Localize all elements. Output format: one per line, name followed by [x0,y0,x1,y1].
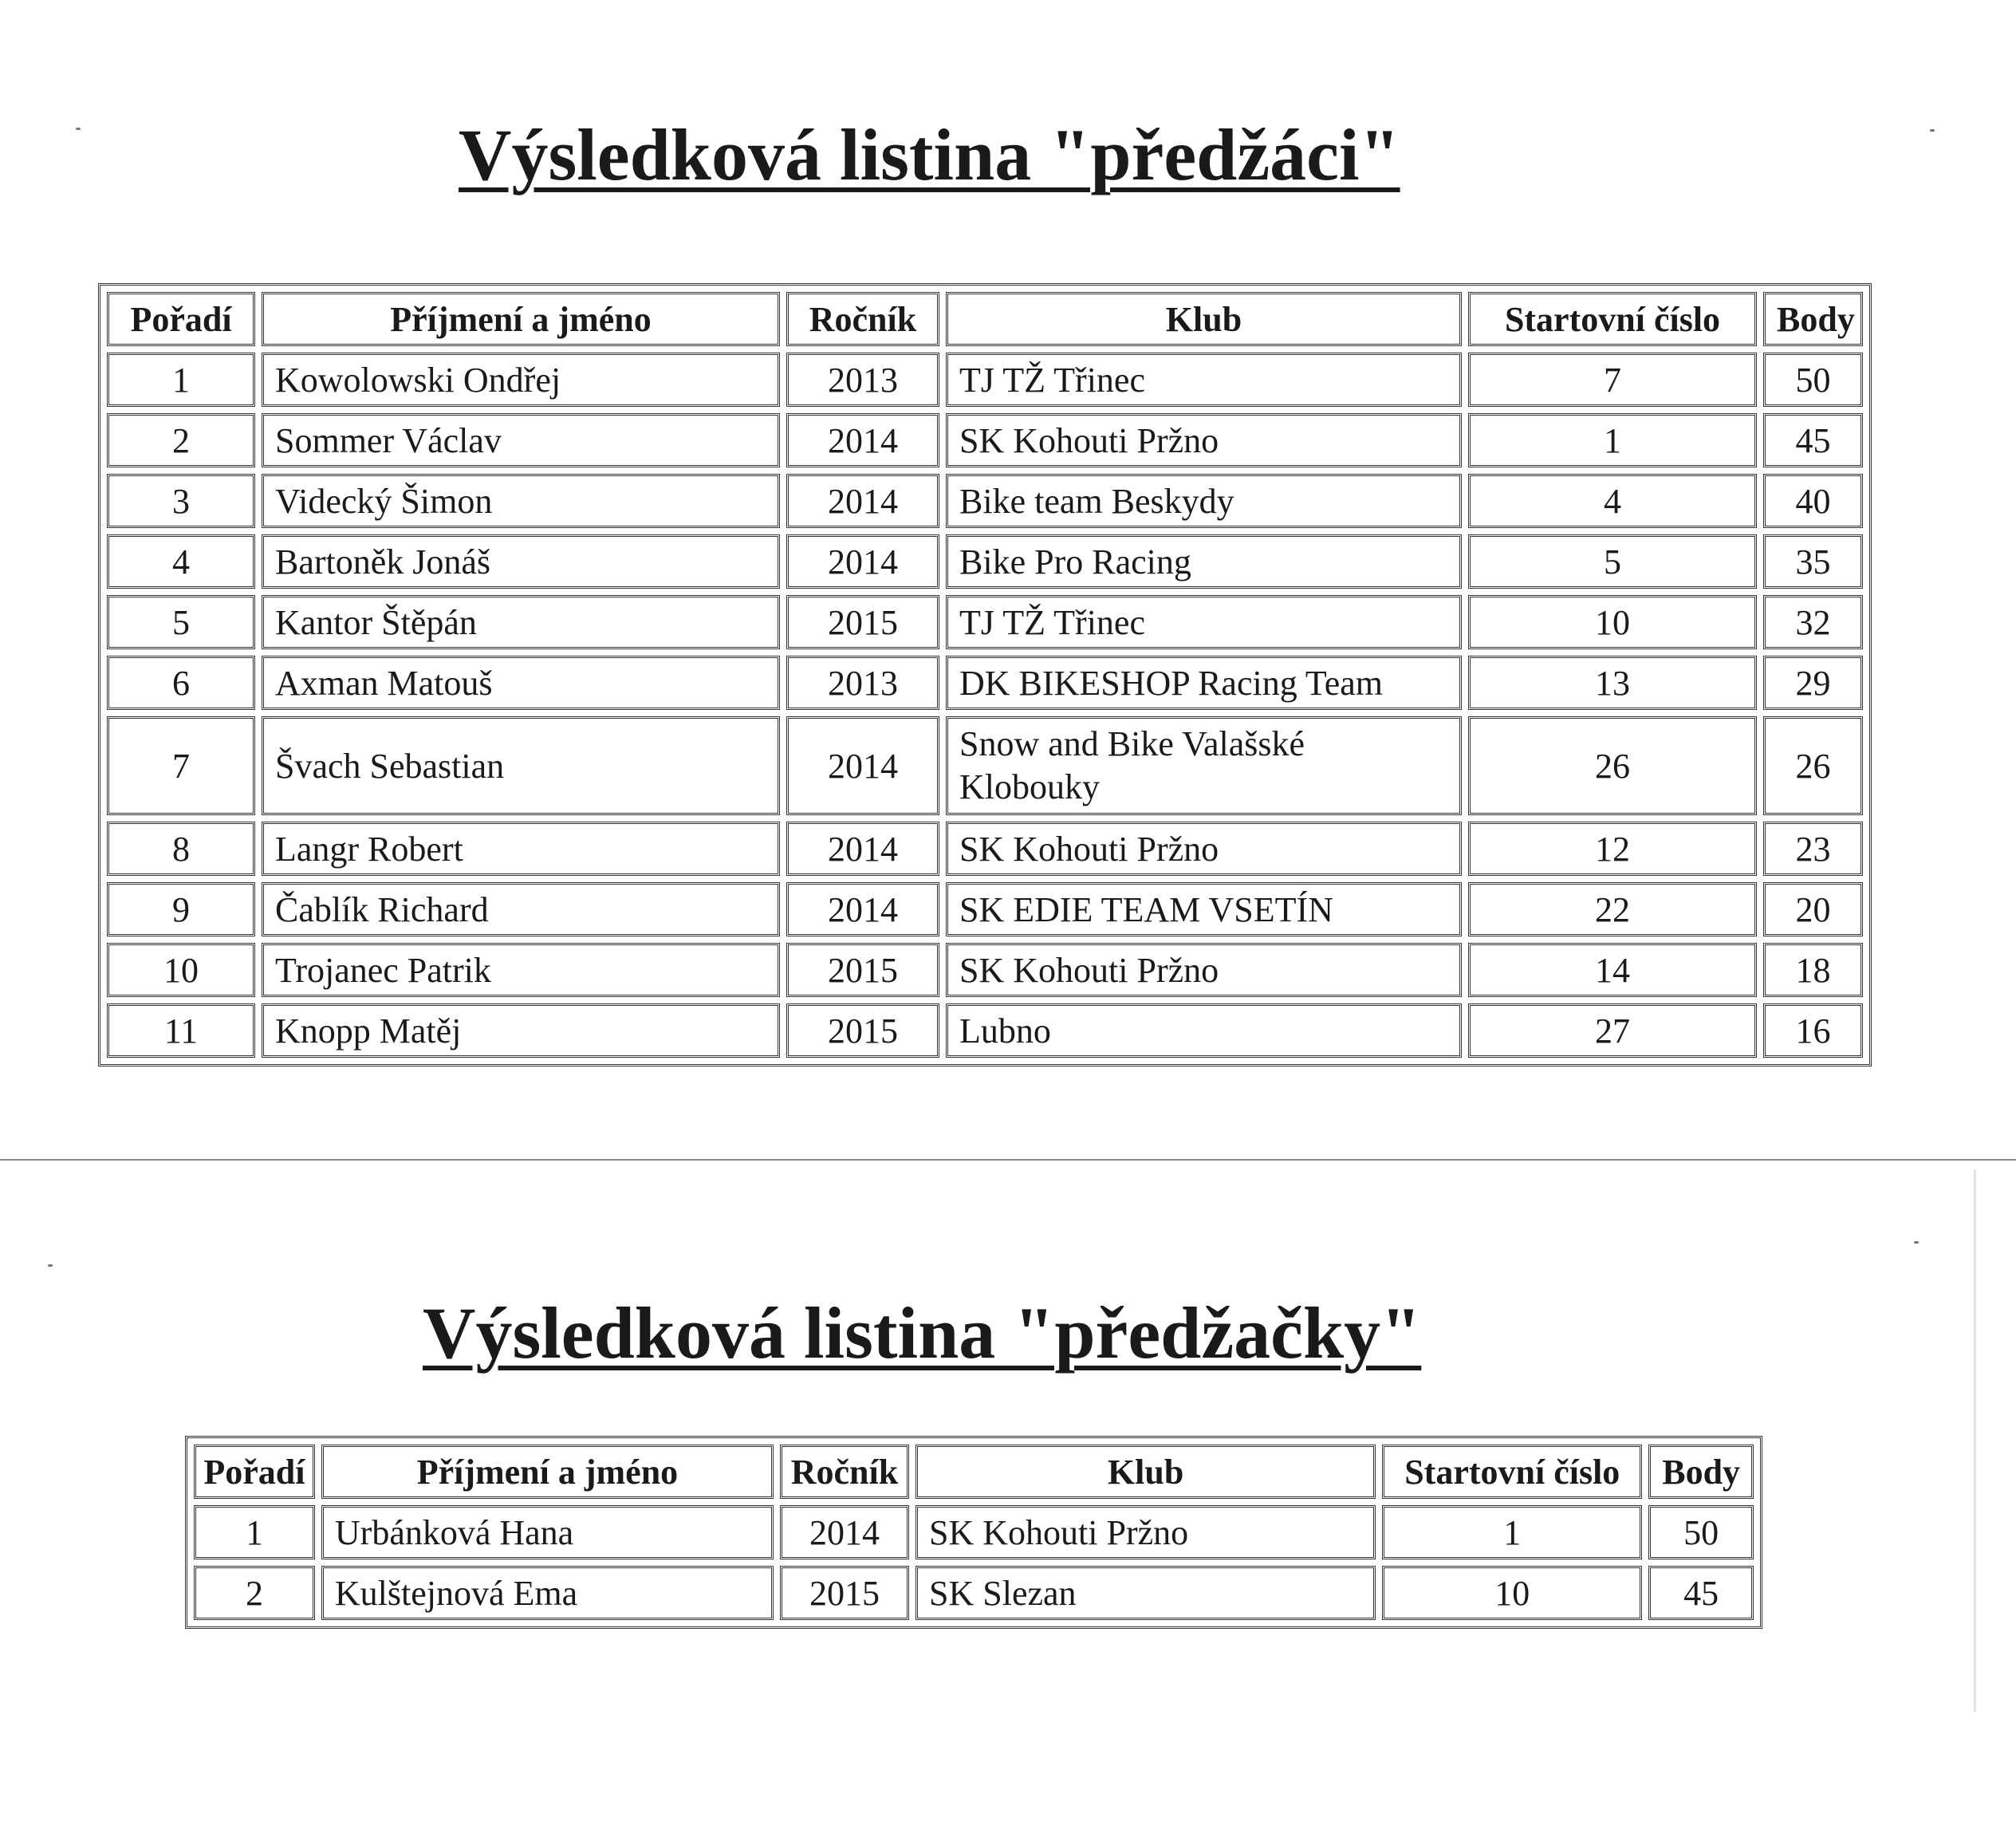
cell-startovni-cislo: 27 [1468,1003,1757,1058]
cell-startovni-cislo: 5 [1468,534,1757,589]
cell-body: 50 [1763,353,1863,407]
cell-klub: SK Kohouti Pržno [946,943,1462,997]
column-header-body: Body [1763,292,1863,346]
cell-startovni-cislo: 7 [1468,353,1757,407]
cell-poradi: 10 [107,943,255,997]
cell-rocnik: 2015 [786,595,939,649]
cell-jmeno: Kantor Štěpán [262,595,780,649]
cell-body: 40 [1763,474,1863,528]
cell-klub: Lubno [946,1003,1462,1058]
cell-poradi: 2 [194,1566,315,1620]
cell-poradi: 4 [107,534,255,589]
cell-rocnik: 2015 [780,1566,909,1620]
cell-poradi: 11 [107,1003,255,1058]
cell-rocnik: 2014 [786,882,939,936]
column-header-body: Body [1648,1445,1754,1499]
cell-jmeno: Videcký Šimon [262,474,780,528]
column-header-klub: Klub [946,292,1462,346]
cell-body: 32 [1763,595,1863,649]
cell-body: 23 [1763,822,1863,876]
cell-body: 29 [1763,656,1863,710]
cell-startovni-cislo: 13 [1468,656,1757,710]
cell-startovni-cislo: 1 [1468,413,1757,467]
cell-body: 45 [1763,413,1863,467]
cell-rocnik: 2014 [786,716,939,815]
cell-poradi: 7 [107,716,255,815]
cell-jmeno: Axman Matouš [262,656,780,710]
column-header-jmeno: Příjmení a jméno [262,292,780,346]
cell-rocnik: 2014 [786,822,939,876]
scan-speck [48,1264,53,1267]
cell-rocnik: 2014 [786,474,939,528]
cell-startovni-cislo: 4 [1468,474,1757,528]
sheet-divider [0,1159,2016,1161]
cell-jmeno: Trojanec Patrik [262,943,780,997]
cell-poradi: 1 [194,1505,315,1559]
column-header-startovni-cislo: Startovní číslo [1468,292,1757,346]
cell-jmeno: Švach Sebastian [262,716,780,815]
cell-poradi: 1 [107,353,255,407]
cell-klub: TJ TŽ Třinec [946,595,1462,649]
cell-rocnik: 2014 [786,534,939,589]
cell-startovni-cislo: 1 [1382,1505,1642,1559]
cell-jmeno: Langr Robert [262,822,780,876]
table-row [107,822,1863,876]
cell-klub: Bike team Beskydy [946,474,1462,528]
column-header-startovni-cislo: Startovní číslo [1382,1445,1642,1499]
cell-startovni-cislo: 12 [1468,822,1757,876]
table-row [107,716,1863,815]
results-table-predzacky [185,1436,1762,1629]
table-row [107,943,1863,997]
cell-jmeno: Bartoněk Jonáš [262,534,780,589]
cell-jmeno: Urbánková Hana [321,1505,774,1559]
cell-poradi: 6 [107,656,255,710]
table-row [107,474,1863,528]
cell-poradi: 8 [107,822,255,876]
table-header-row [194,1445,1754,1499]
cell-body: 16 [1763,1003,1863,1058]
cell-startovni-cislo: 14 [1468,943,1757,997]
cell-poradi: 2 [107,413,255,467]
cell-body: 26 [1763,716,1863,815]
table-header-row [107,292,1863,346]
cell-klub: SK Kohouti Pržno [915,1505,1376,1559]
cell-jmeno: Čablík Richard [262,882,780,936]
cell-startovni-cislo: 10 [1382,1566,1642,1620]
cell-startovni-cislo: 26 [1468,716,1757,815]
column-header-rocnik: Ročník [780,1445,909,1499]
cell-body: 35 [1763,534,1863,589]
cell-klub: SK EDIE TEAM VSETÍN [946,882,1462,936]
column-header-rocnik: Ročník [786,292,939,346]
cell-body: 18 [1763,943,1863,997]
cell-body: 45 [1648,1566,1754,1620]
cell-startovni-cislo: 22 [1468,882,1757,936]
cell-body: 20 [1763,882,1863,936]
table-row [107,882,1863,936]
cell-rocnik: 2013 [786,353,939,407]
cell-klub: SK Kohouti Pržno [946,413,1462,467]
scan-speck [76,128,81,130]
sheet-edge [1974,1169,1976,1712]
table-row [194,1505,1754,1559]
cell-body: 50 [1648,1505,1754,1559]
page-title-predzacky: Výsledková listina "předžačky" [423,1292,1422,1374]
cell-poradi: 9 [107,882,255,936]
cell-rocnik: 2014 [786,413,939,467]
cell-klub: Bike Pro Racing [946,534,1462,589]
column-header-poradi: Pořadí [194,1445,315,1499]
cell-jmeno: Knopp Matěj [262,1003,780,1058]
cell-jmeno: Sommer Václav [262,413,780,467]
cell-klub: SK Slezan [915,1566,1376,1620]
table-row [107,534,1863,589]
cell-klub: SK Kohouti Pržno [946,822,1462,876]
cell-startovni-cislo: 10 [1468,595,1757,649]
cell-klub: DK BIKESHOP Racing Team [946,656,1462,710]
results-table-predzaci [98,283,1872,1066]
cell-rocnik: 2015 [786,943,939,997]
table-row [194,1566,1754,1620]
cell-rocnik: 2014 [780,1505,909,1559]
table-row [107,353,1863,407]
column-header-jmeno: Příjmení a jméno [321,1445,774,1499]
table-row [107,1003,1863,1058]
cell-klub: Snow and Bike Valašské Klobouky [946,716,1462,815]
cell-jmeno: Kowolowski Ondřej [262,353,780,407]
table-row [107,595,1863,649]
column-header-poradi: Pořadí [107,292,255,346]
scan-speck [1930,129,1935,132]
cell-jmeno: Kulštejnová Ema [321,1566,774,1620]
page-title-predzaci: Výsledková listina "předžáci" [459,114,1400,195]
cell-klub: TJ TŽ Třinec [946,353,1462,407]
table-row [107,656,1863,710]
column-header-klub: Klub [915,1445,1376,1499]
cell-poradi: 5 [107,595,255,649]
cell-poradi: 3 [107,474,255,528]
cell-rocnik: 2013 [786,656,939,710]
table-row [107,413,1863,467]
scan-speck [1914,1241,1919,1244]
cell-rocnik: 2015 [786,1003,939,1058]
